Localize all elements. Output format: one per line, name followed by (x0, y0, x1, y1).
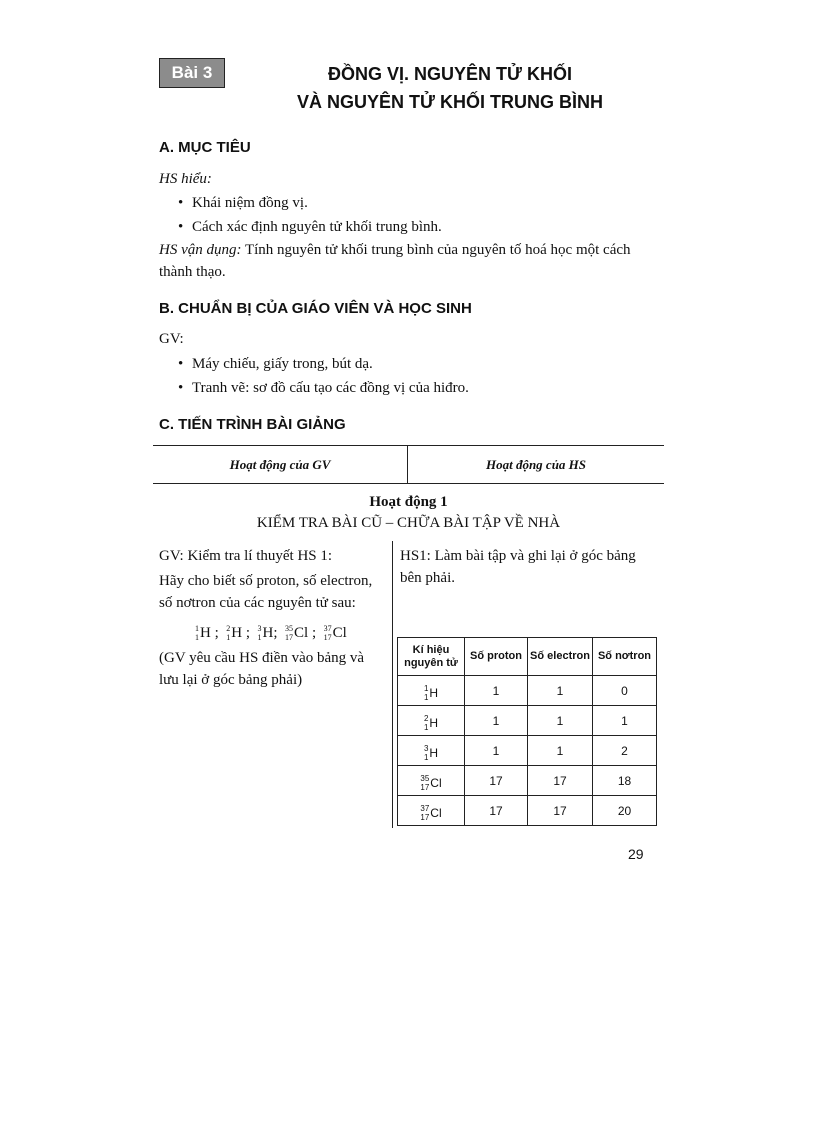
cell-proton: 17 (465, 796, 528, 826)
cell-neutron: 20 (593, 796, 657, 826)
table-row (398, 796, 657, 826)
cell-symbol: 2 1 H (398, 706, 465, 736)
gv-line-5: lưu lại ở góc bảng phải) (159, 672, 303, 688)
lesson-badge: Bài 3 (159, 58, 225, 88)
objective-bullet-2: • Cách xác định nguyên tử khối trung bình. (178, 219, 442, 235)
th-neutron: Số nơtron (593, 638, 657, 676)
gv-line-1: GV: Kiểm tra lí thuyết HS 1: (159, 548, 333, 564)
cell-proton: 1 (465, 706, 528, 736)
col-gv-header: Hoạt động của GV (229, 457, 331, 472)
gv-line-2: Hãy cho biết số proton, số electron, (159, 573, 373, 589)
cell-electron: 1 (528, 736, 593, 766)
table-header-rule (153, 483, 664, 484)
table-header-row (398, 638, 657, 676)
cell-symbol: 3 1 H (398, 736, 465, 766)
gv-line-4: (GV yêu cầu HS điền vào bảng và (159, 650, 365, 666)
col-hs-header: Hoạt động của HS (485, 457, 587, 472)
gv-line-3: số nơtron của các nguyên tử sau: (159, 595, 356, 611)
van-dung-cont: thành thạo. (159, 264, 226, 280)
van-dung-line: HS vận dụng: Tính nguyên tử khối trung bình của nguyên tố hoá học một cách (159, 242, 631, 258)
gv-label: GV: (159, 331, 184, 347)
table-top-rule (153, 445, 664, 446)
cell-proton: 1 (465, 736, 528, 766)
prep-bullet-2: • Tranh vẽ: sơ đồ cấu tạo các đồng vị của hiđro. (178, 380, 469, 396)
table-row (398, 736, 657, 766)
isotope-table (397, 637, 657, 826)
cell-electron: 1 (528, 676, 593, 706)
hs-line-1: HS1: Làm bài tập và ghi lại ở góc bảng (400, 548, 636, 564)
table-row (398, 676, 657, 706)
lesson-title-line2: VÀ NGUYÊN TỬ KHỐI TRUNG BÌNH (297, 92, 603, 112)
cell-electron: 1 (528, 706, 593, 736)
cell-proton: 17 (465, 766, 528, 796)
section-b-heading: B. CHUẨN BỊ CỦA GIÁO VIÊN VÀ HỌC SINH (159, 300, 472, 317)
cell-neutron: 0 (593, 676, 657, 706)
isotope-h2: 2 1 H ; (226, 624, 254, 642)
cell-proton: 1 (465, 676, 528, 706)
th-symbol: Kí hiệu nguyên tử (398, 638, 465, 676)
bullet-dot-icon: • (178, 219, 184, 235)
th-proton: Số proton (465, 638, 528, 676)
cell-electron: 17 (528, 766, 593, 796)
isotope-h1: 1 1 H ; (195, 624, 223, 642)
hs-line-2: bên phải. (400, 570, 455, 586)
lesson-title-line1: ĐỒNG VỊ. NGUYÊN TỬ KHỐI (328, 64, 572, 84)
activity-column-divider (392, 541, 393, 828)
isotope-cl37: 37 17 Cl (323, 624, 347, 642)
section-c-heading: C. TIẾN TRÌNH BÀI GIẢNG (159, 416, 346, 433)
bullet-dot-icon: • (178, 380, 184, 396)
objective-bullet-1: • Khái niệm đồng vị. (178, 195, 308, 211)
cell-electron: 17 (528, 796, 593, 826)
table-row (398, 706, 657, 736)
cell-symbol: 1 1 H (398, 676, 465, 706)
isotope-cl35: 35 17 Cl ; (285, 624, 320, 642)
isotope-list (195, 619, 347, 642)
table-row (398, 766, 657, 796)
activity-subtitle: KIỂM TRA BÀI CŨ – CHỮA BÀI TẬP VỀ NHÀ (256, 515, 561, 531)
cell-neutron: 2 (593, 736, 657, 766)
section-a-heading: A. MỤC TIÊU (159, 139, 251, 156)
isotope-h3: 3 1 H ; (257, 624, 282, 642)
activity-title: Hoạt động 1 (369, 494, 448, 510)
prep-bullet-1: • Máy chiếu, giấy trong, bút dạ. (178, 356, 373, 372)
cell-neutron: 18 (593, 766, 657, 796)
hs-hieu-label: HS hiểu: (159, 171, 212, 187)
th-electron: Số electron (528, 638, 593, 676)
page-number: 29 (628, 846, 644, 862)
bullet-dot-icon: • (178, 195, 184, 211)
cell-symbol: 37 17 Cl (398, 796, 465, 826)
cell-neutron: 1 (593, 706, 657, 736)
cell-symbol: 35 17 Cl (398, 766, 465, 796)
bullet-dot-icon: • (178, 356, 184, 372)
